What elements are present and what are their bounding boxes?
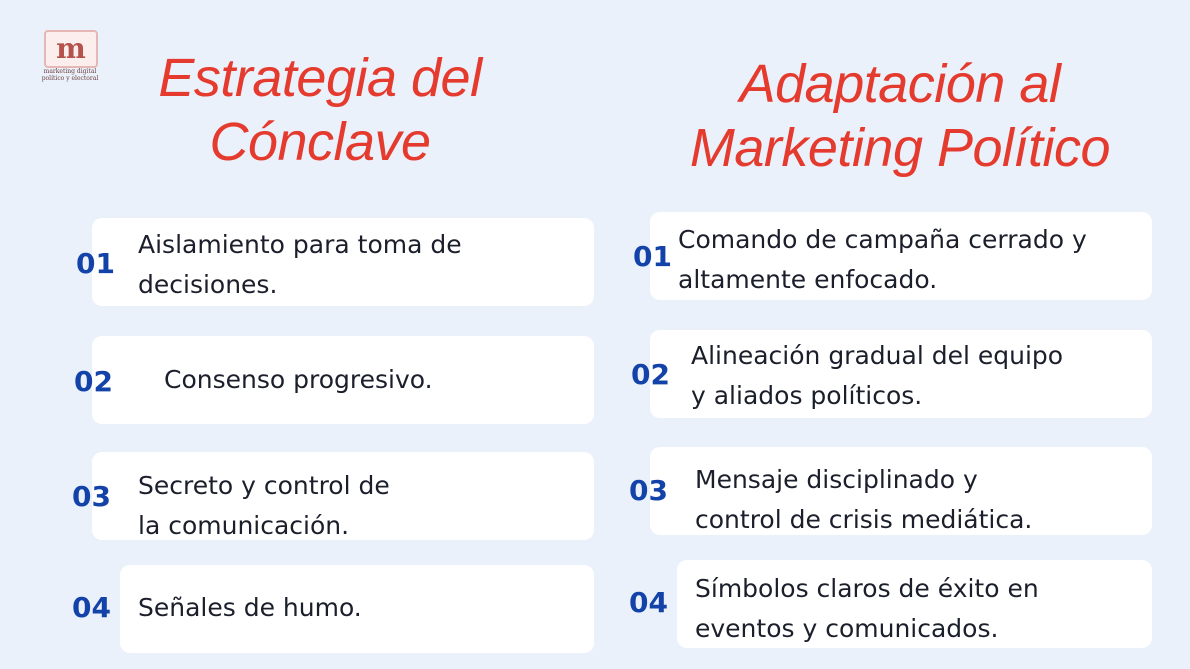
left-item-text: Consenso progresivo. [164, 365, 433, 394]
left-item-number: 03 [72, 480, 111, 513]
right-item-number: 04 [629, 586, 668, 619]
right-column-title: Adaptación al Marketing Político [689, 54, 1111, 178]
brand-logo [44, 30, 98, 68]
logo-letter: m [56, 32, 86, 65]
right-item-text: Comando de campaña cerrado y altamente enfocado. [678, 225, 1087, 294]
right-item-number: 03 [629, 474, 668, 507]
left-item-text: Secreto y control de la comunicación. [138, 471, 390, 540]
left-item-number: 04 [72, 591, 111, 624]
right-item-text: Mensaje disciplinado y control de crisis mediática. [695, 465, 1033, 534]
right-item-text: Símbolos claros de éxito en eventos y comunicados. [695, 574, 1039, 643]
left-item-number: 01 [76, 247, 115, 280]
left-item-text: Aislamiento para toma de decisiones. [138, 230, 462, 299]
right-item-text: Alineación gradual del equipo y aliados políticos. [691, 341, 1064, 410]
left-column-title: Estrategia del Cónclave [158, 48, 482, 172]
logo-subtext: marketing digital político y electoral [41, 68, 99, 82]
left-item-number: 02 [74, 365, 113, 398]
right-item-number: 02 [631, 358, 670, 391]
right-item-number: 01 [633, 240, 672, 273]
left-item-text: Señales de humo. [138, 593, 362, 622]
